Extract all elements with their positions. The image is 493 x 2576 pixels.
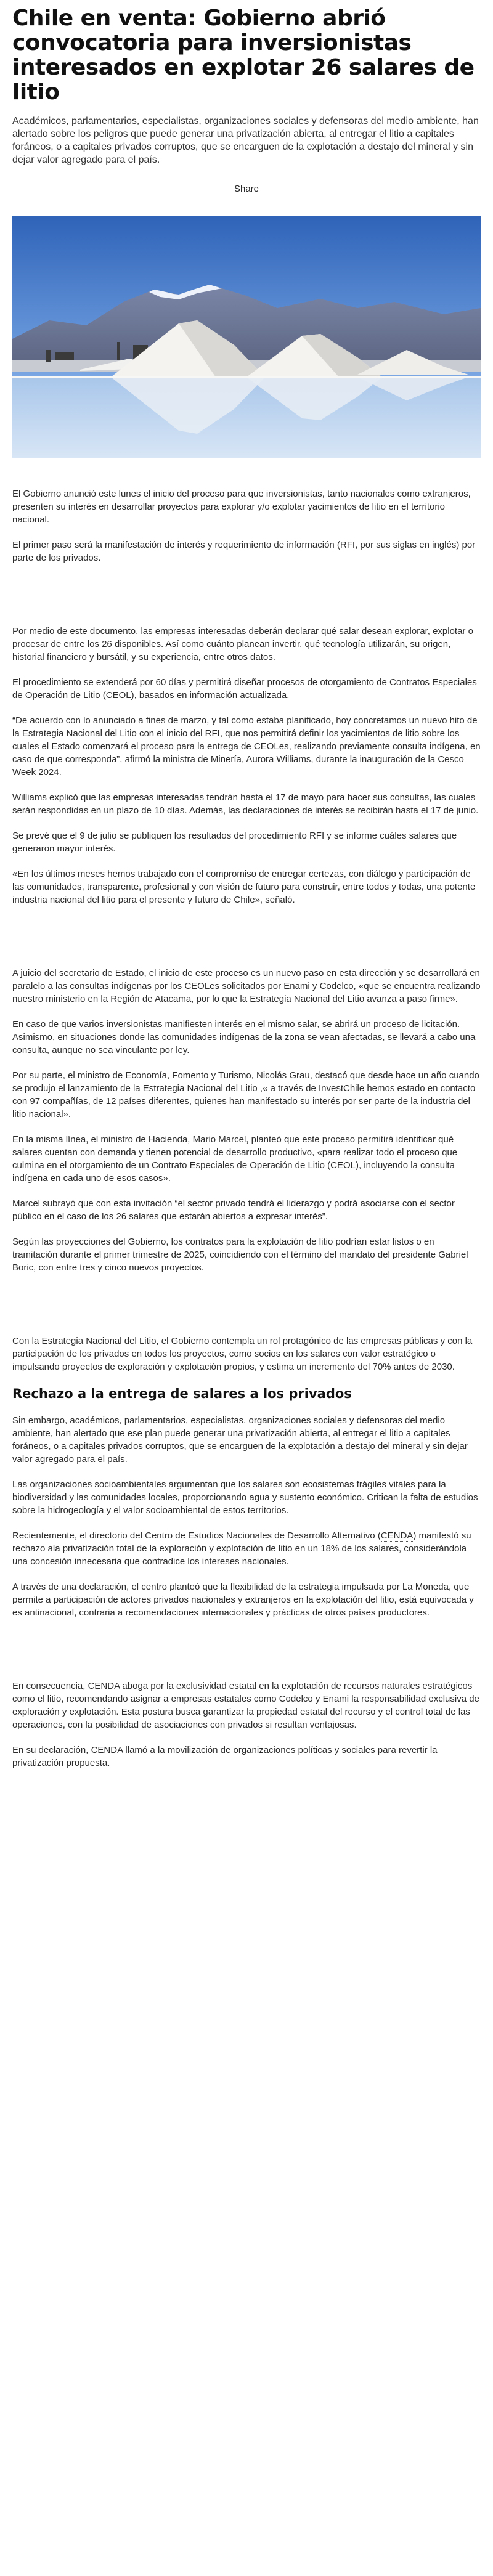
- cenda-text-before: Recientemente, el directorio del Centro de Estudios Nacionales de Desarrollo Alternativo (: [12, 1530, 381, 1541]
- body-paragraph: «En los últimos meses hemos trabajado con el compromiso de entregar certezas, con diálogo y participación de las comunidades, transparente, profesional y con visión de futuro para construir, entre todos y todas, una potente industria nacional del litio para el presente y futuro de Chile», señaló.: [12, 869, 476, 905]
- body-paragraph: En consecuencia, CENDA aboga por la exclusividad estatal en la explotación de recursos naturales estratégicos como el litio, recomendando asignar a empresas estatales como Codelco y Enami la responsabilidad exclusiva de exploración y explotación. Esta postura busca garantizar la propiedad estatal del recurso y el control total de las operaciones, con la posibilidad de asociaciones con privados si resultan ventajosas.: [12, 1681, 479, 1730]
- body-paragraph: Williams explicó que las empresas interesadas tendrán hasta el 17 de mayo para hacer sus consultas, las cuales serán respondidas en un plazo de 10 días. Además, las declaraciones de interés se recibirán hasta el 17 de junio.: [12, 792, 479, 816]
- body-paragraph: “De acuerdo con lo anunciado a fines de marzo, y tal como estaba planificado, hoy concretamos un nuevo hito de la Estrategia Nacional del Litio con el inicio del RFI, que nos permitirá definir los yacimientos de litio sobre los cuales el Estado comenzará el proceso para la entrega de CEOLes, realizando previamente consulta indígena, en caso de que corresponda”, afirmó la ministra de Minería, Aurora Williams, durante la inauguración de la Cesco Week 2024.: [12, 715, 481, 778]
- body-paragraph: En su declaración, CENDA llamó a la movilización de organizaciones políticas y sociales para revertir la privatización propuesta.: [12, 1745, 438, 1768]
- body-paragraph: El primer paso será la manifestación de interés y requerimiento de información (RFI, por sus siglas en inglés) por parte de los privados.: [12, 540, 476, 563]
- cenda-text-after: ) manifestó su rechazo ala privatización total de la exploración y explotación de litio en un 18% de los salares, considerándola una concesión innecesaria que contradice los intereses nacionales.: [12, 1530, 471, 1567]
- body-paragraph: Según las proyecciones del Gobierno, los contratos para la explotación de litio podrían estar listos o en tramitación durante el primer trimestre de 2025, coincidiendo con el término del mandato del presidente Gabriel Boric, con entre tres y cinco nuevos proyectos.: [12, 1237, 468, 1273]
- body-paragraph: Marcel subrayó que con esta invitación “el sector privado tendrá el liderazgo y podrá asociarse con el sector público en el caso de los 26 salares que estarán abiertos a expresar interés”.: [12, 1198, 455, 1222]
- body-paragraph: Por medio de este documento, las empresas interesadas deberán declarar qué salar desean explorar, explotar o procesar de entre los 26 disponibles. Así como cuánto planean invertir, qué tecnología utilizarán, su origen, historial financiero y bursátil, y su experiencia, entre otros datos.: [12, 626, 473, 662]
- body-section-4: [12, 1335, 481, 1619]
- ad-spacer: [12, 577, 481, 625]
- body-paragraph: Las organizaciones socioambientales argumentan que los salares son ecosistemas frágiles vitales para la biodiversidad y las comunidades locales, proporcionando agua y sustento económico. Critican la falta de estudios sobre la hidrogeología y el valor socioambiental de estos territorios.: [12, 1479, 478, 1516]
- body-paragraph: Por su parte, el ministro de Economía, Fomento y Turismo, Nicolás Grau, destacó que desde hace un año cuando se produjo el lanzamiento de la Estrategia Nacional del Litio ,« a través de InvestChile hemos estado en contacto con 97 compañías, de 12 países diferentes, quienes han manifestado su interés por ser parte de la industria del litio nacional».: [12, 1070, 479, 1119]
- body-paragraph: En caso de que varios inversionistas manifiesten interés en el mismo salar, se abrirá un proceso de licitación. Asimismo, en situaciones donde las comunidades indígenas de la zona se vean afectadas, se llevará a cabo una consulta, aunque no sea vinculante por ley.: [12, 1019, 476, 1055]
- ad-spacer: [12, 1286, 481, 1335]
- body-paragraph-cenda: [12, 1529, 481, 1568]
- ad-spacer: [12, 919, 481, 967]
- cenda-acronym: CENDA: [380, 1530, 414, 1541]
- body-section-1: [12, 487, 481, 564]
- article-lead: Académicos, parlamentarios, especialistas, organizaciones sociales y defensoras del medio ambiente, han alertado sobre los peligros que puede generar una privatización abierta, al entregar el litio a capitales foráneos, o a capitales privados corruptos, que se encarguen de la explotación a destajo del mineral y sin dejar valor agregado para el país.: [12, 116, 479, 165]
- body-paragraph: Sin embargo, académicos, parlamentarios, especialistas, organizaciones sociales y defensoras del medio ambiente, han alertado que ese plan puede generar una privatización abierta, al entregar el litio a capitales foráneos, o a capitales privados corruptos, que se encarguen de la explotación a destajo del mineral y sin dejar valor agregado para el país.: [12, 1415, 468, 1465]
- body-paragraph: A través de una declaración, el centro planteó que la flexibilidad de la estrategia impulsada por La Moneda, que permite a participación de actores privados nacionales y extranjeros en la explotación del litio, está equivocada y es antinacional, contraria a recomendaciones internacionales y prácticas de otros países productores.: [12, 1582, 474, 1618]
- article-title: Chile en venta: Gobierno abrió convocatoria para inversionistas interesados en explotar 26 salares de litio: [12, 6, 475, 105]
- body-paragraph: El Gobierno anunció este lunes el inicio del proceso para que inversionistas, tanto nacionales como extranjeros, presenten su interés en desarrollar proyectos para explorar y/o explotar yacimientos de litio en el territorio nacional.: [12, 489, 471, 525]
- body-paragraph: A juicio del secretario de Estado, el inicio de este proceso es un nuevo paso en esta dirección y se desarrollará en paralelo a las consultas indígenas por los CEOLes solicitados por Enami y Codelco, «que se encuentra realizando nuestro ministerio en la Región de Atacama, por lo que la Estrategia Nacional del Litio avanza a paso firme».: [12, 968, 481, 1004]
- article: [12, 0, 481, 1769]
- body-section-2: [12, 625, 481, 906]
- ad-spacer: [12, 1631, 481, 1680]
- hero-image-salt-flat: [12, 216, 481, 458]
- section-subheading: Rechazo a la entrega de salares a los privados: [12, 1386, 352, 1401]
- body-paragraph: Se prevé que el 9 de julio se publiquen los resultados del procedimiento RFI y se informe cuáles salares que generaron mayor interés.: [12, 831, 457, 854]
- share-bar: [12, 184, 481, 195]
- body-paragraph: En la misma línea, el ministro de Hacienda, Mario Marcel, planteó que este proceso permitirá identificar qué salares cuentan con demanda y tienen potencial de desarrollo productivo, «para realizar todo el proceso que culmina en el otorgamiento de un Contrato Especiales de Operación de Litio (CEOL), incluyendo la consulta indígena en cada uno de esos casos».: [12, 1134, 458, 1184]
- body-section-3: [12, 967, 481, 1274]
- body-paragraph: Con la Estrategia Nacional del Litio, el Gobierno contempla un rol protagónico de las empresas públicas y con la participación de los privados en todos los proyectos, como socios en los salares con valor estratégico o impulsando proyectos de exploración y explotación propios, y estima un incremento del 70% antes de 2030.: [12, 1336, 473, 1372]
- body-section-5: [12, 1680, 481, 1769]
- share-button[interactable]: Share: [234, 184, 259, 194]
- body-paragraph: El procedimiento se extenderá por 60 días y permitirá diseñar procesos de otorgamiento de Contratos Especiales de Operación de Litio (CEOL), basados en información actualizada.: [12, 677, 477, 701]
